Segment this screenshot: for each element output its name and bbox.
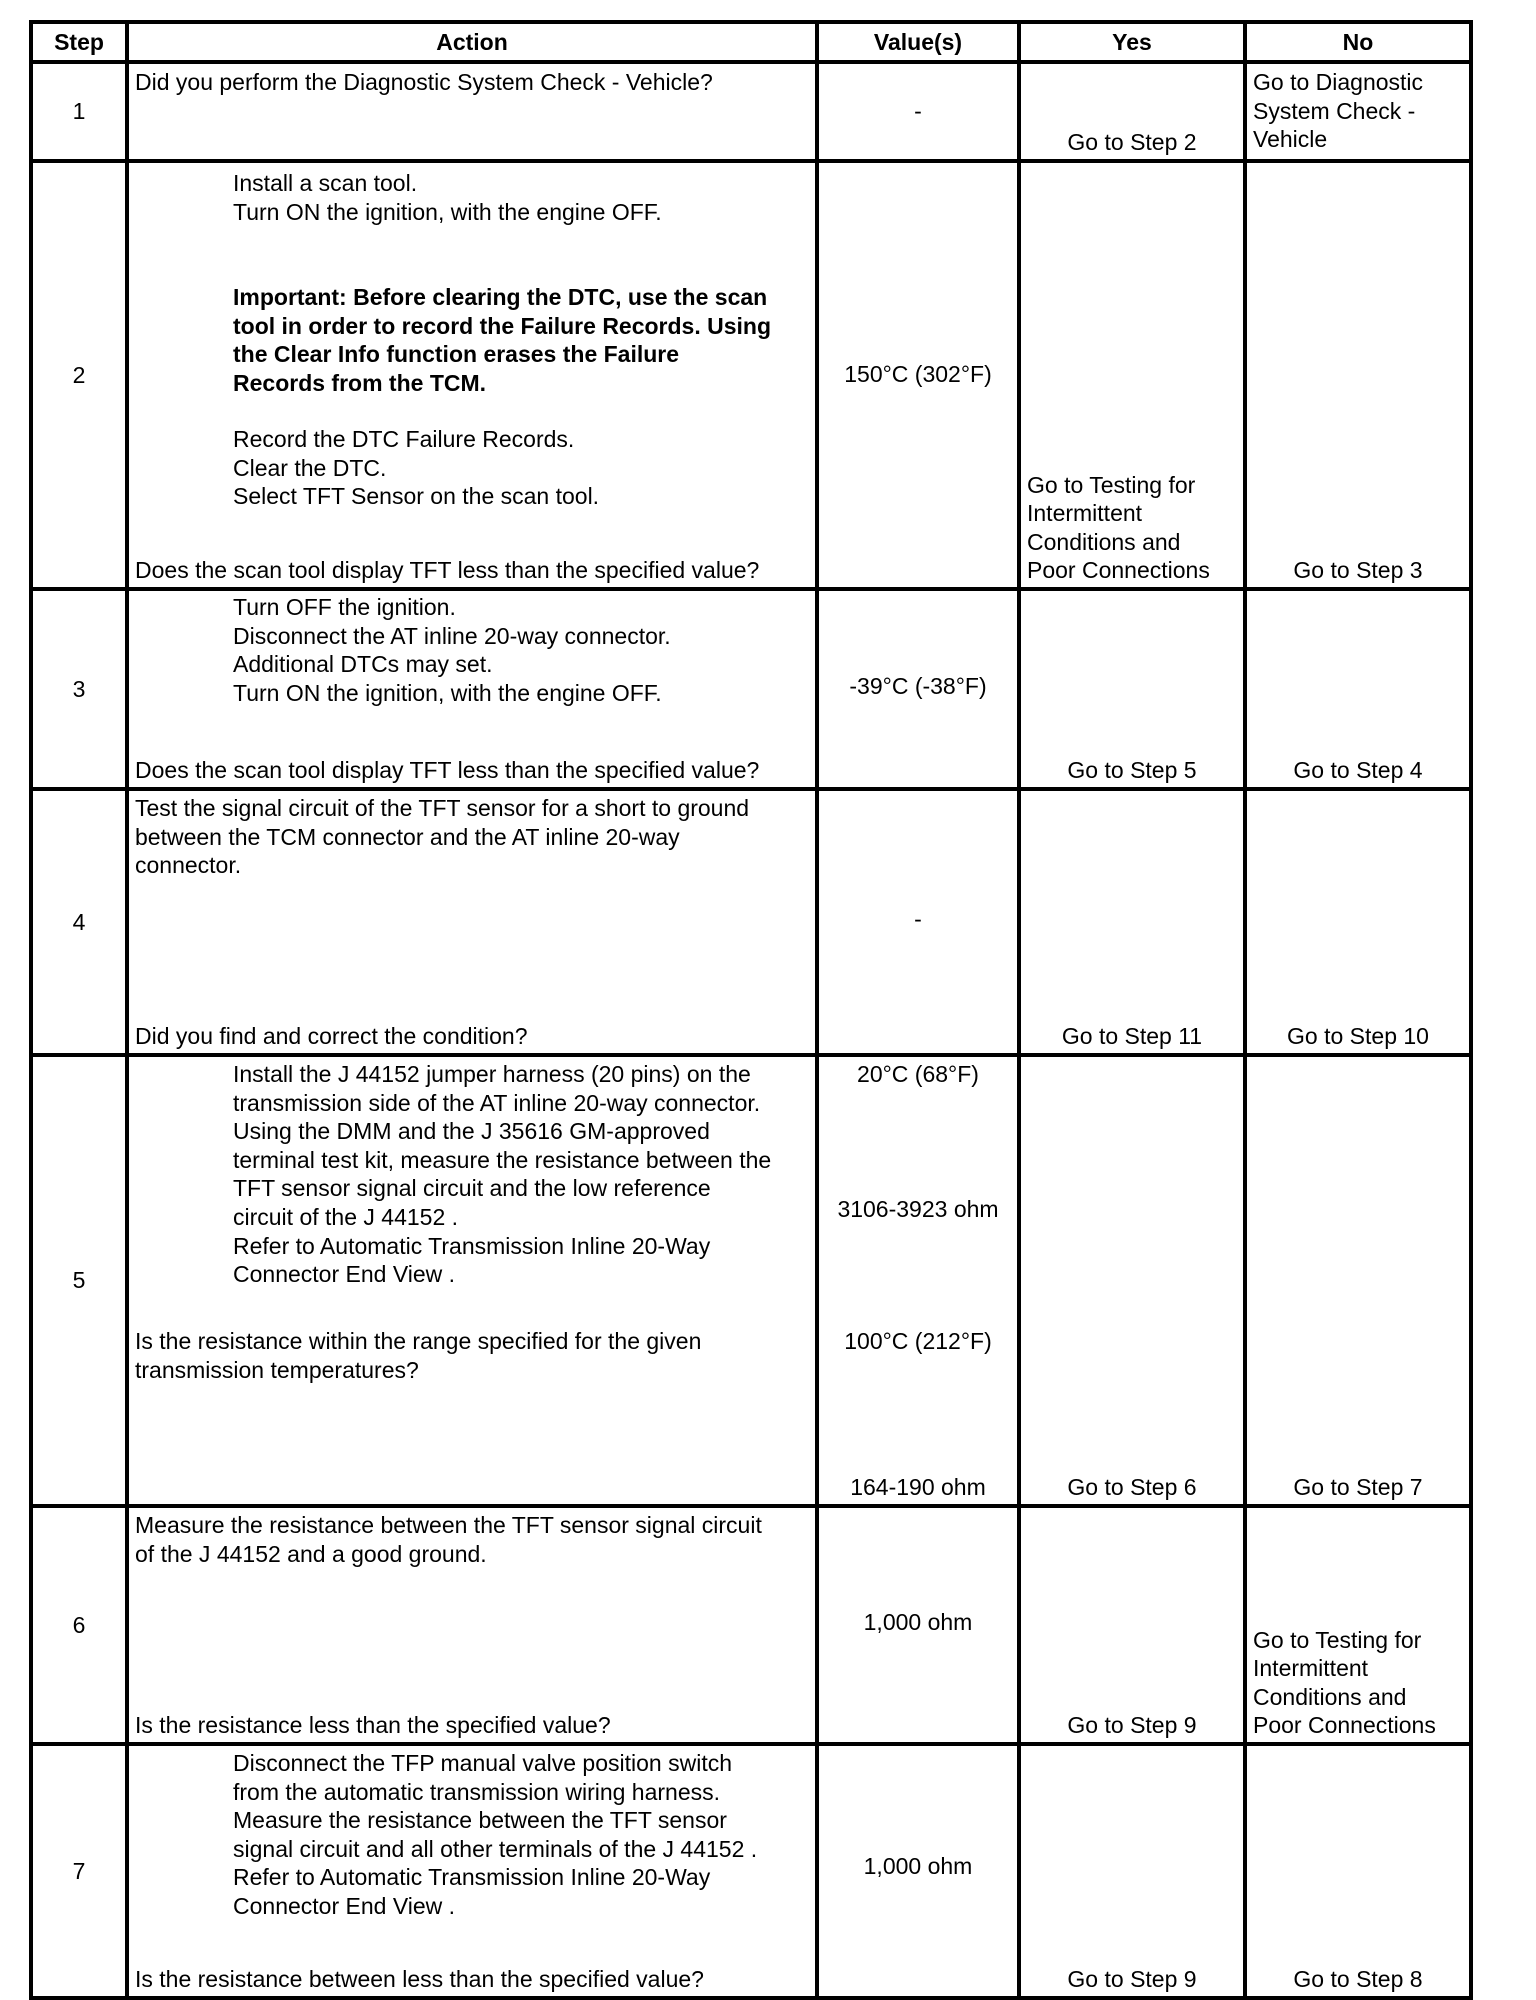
value-temp-high: 100°C (212°F) bbox=[844, 1328, 992, 1354]
no-link[interactable]: Go to Step 7 bbox=[1293, 1474, 1423, 1501]
value-text: - bbox=[914, 98, 922, 124]
action-cell bbox=[127, 1055, 817, 1506]
value-cell bbox=[817, 1744, 1019, 1998]
value-cell bbox=[817, 789, 1019, 1055]
yes-link[interactable]: Go to Step 9 bbox=[1067, 1712, 1197, 1739]
step-number: 7 bbox=[31, 1744, 127, 1998]
yes-cell bbox=[1019, 62, 1245, 161]
important-note: Important: Before clearing the DTC, use the scan tool in order to record the Failure Records. Using the Clear Info function erases the Failure Records from the TCM. bbox=[233, 284, 772, 396]
value-text: 1,000 ohm bbox=[863, 1853, 973, 1879]
step-number: 1 bbox=[31, 62, 127, 161]
action-steps: Test the signal circuit of the TFT sensor for a short to ground between the TCM connector and the AT inline 20-way connector. bbox=[135, 795, 750, 879]
diagnostic-table-page bbox=[29, 20, 1471, 2000]
value-text: 150°C (302°F) bbox=[844, 361, 992, 387]
action-question: Is the resistance between less than the specified value? bbox=[135, 1966, 704, 1993]
action-cell bbox=[127, 62, 817, 161]
value-resistance-low: 3106-3923 ohm bbox=[837, 1196, 999, 1222]
no-link[interactable]: Go to Step 3 bbox=[1293, 557, 1423, 584]
yes-cell bbox=[1019, 161, 1245, 589]
table-row bbox=[31, 1506, 1471, 1744]
action-question: Is the resistance within the range specified for the given transmission temperatures? bbox=[135, 1328, 702, 1383]
yes-link[interactable]: Go to Testing for Intermittent Conditions and Poor Connections bbox=[1027, 471, 1210, 584]
step-number: 5 bbox=[31, 1055, 127, 1506]
no-cell bbox=[1245, 1744, 1471, 1998]
table-row bbox=[31, 62, 1471, 161]
action-question: Does the scan tool display TFT less than the specified value? bbox=[135, 757, 760, 784]
step-number: 3 bbox=[31, 589, 127, 789]
table-row bbox=[31, 789, 1471, 1055]
action-cell bbox=[127, 161, 817, 589]
header-yes: Yes bbox=[1019, 22, 1245, 62]
action-question: Is the resistance less than the specified value? bbox=[135, 1712, 611, 1739]
action-cell bbox=[127, 1506, 817, 1744]
yes-link[interactable]: Go to Step 6 bbox=[1067, 1474, 1197, 1501]
header-step: Step bbox=[31, 22, 127, 62]
table-row bbox=[31, 1744, 1471, 1998]
value-text: - bbox=[914, 906, 922, 932]
header-action: Action bbox=[127, 22, 817, 62]
header-no: No bbox=[1245, 22, 1471, 62]
header-values: Value(s) bbox=[817, 22, 1019, 62]
action-question: Did you perform the Diagnostic System Check - Vehicle? bbox=[135, 69, 713, 95]
value-cell bbox=[817, 589, 1019, 789]
yes-cell bbox=[1019, 1055, 1245, 1506]
action-cell bbox=[127, 1744, 817, 1998]
no-link[interactable]: Go to Testing for Intermittent Conditions and Poor Connections bbox=[1253, 1626, 1436, 1739]
action-question: Does the scan tool display TFT less than the specified value? bbox=[135, 557, 760, 584]
action-steps: Measure the resistance between the TFT sensor signal circuit of the J 44152 and a good ground. bbox=[135, 1512, 762, 1567]
action-steps: Turn OFF the ignition. Disconnect the AT inline 20-way connector. Additional DTCs may set. Turn ON the ignition, with the engine OFF. bbox=[233, 594, 671, 706]
yes-link[interactable]: Go to Step 5 bbox=[1067, 757, 1197, 784]
value-text: -39°C (-38°F) bbox=[849, 673, 987, 699]
yes-cell bbox=[1019, 589, 1245, 789]
no-cell bbox=[1245, 62, 1471, 161]
value-cell bbox=[817, 161, 1019, 589]
value-text: 1,000 ohm bbox=[863, 1609, 973, 1635]
no-link[interactable]: Go to Step 8 bbox=[1293, 1966, 1423, 1993]
diagnostic-table bbox=[29, 20, 1473, 2000]
action-cell bbox=[127, 589, 817, 789]
no-link[interactable]: Go to Step 10 bbox=[1287, 1023, 1429, 1050]
value-cell bbox=[817, 62, 1019, 161]
value-cell bbox=[817, 1055, 1019, 1506]
action-question: Did you find and correct the condition? bbox=[135, 1023, 528, 1050]
action-cell bbox=[127, 789, 817, 1055]
table-row bbox=[31, 161, 1471, 589]
yes-link[interactable]: Go to Step 9 bbox=[1067, 1966, 1197, 1993]
action-steps: Record the DTC Failure Records. Clear the DTC. Select TFT Sensor on the scan tool. bbox=[233, 426, 600, 510]
yes-cell bbox=[1019, 1744, 1245, 1998]
value-cell bbox=[817, 1506, 1019, 1744]
no-cell bbox=[1245, 1055, 1471, 1506]
no-cell bbox=[1245, 161, 1471, 589]
no-link[interactable]: Go to Diagnostic System Check - Vehicle bbox=[1253, 69, 1424, 153]
value-temp-low: 20°C (68°F) bbox=[857, 1061, 979, 1087]
yes-cell bbox=[1019, 789, 1245, 1055]
action-steps: Install a scan tool. Turn ON the ignition, with the engine OFF. bbox=[233, 170, 662, 225]
step-number: 4 bbox=[31, 789, 127, 1055]
no-cell bbox=[1245, 789, 1471, 1055]
action-steps: Disconnect the TFP manual valve position switch from the automatic transmission wiring harness. Measure the resistance between the TFT sensor signal circuit and all other terminals of the J 44152 . Refer to Automatic Transmission Inline 20-Way Connector End View . bbox=[233, 1750, 758, 1919]
table-row bbox=[31, 589, 1471, 789]
action-steps: Install the J 44152 jumper harness (20 pins) on the transmission side of the AT inline 20-way connector. Using the DMM and the J 35616 GM-approved terminal test kit, measure the resistance between the TFT sensor signal circuit and the low reference circuit of the J 44152 . Refer to Automatic Transmission Inline 20-Way Connector End View . bbox=[233, 1061, 772, 1288]
no-cell bbox=[1245, 589, 1471, 789]
no-link[interactable]: Go to Step 4 bbox=[1293, 757, 1423, 784]
value-resistance-high: 164-190 ohm bbox=[850, 1474, 986, 1501]
header-row bbox=[31, 22, 1471, 62]
yes-link[interactable]: Go to Step 2 bbox=[1067, 129, 1197, 156]
step-number: 6 bbox=[31, 1506, 127, 1744]
yes-cell bbox=[1019, 1506, 1245, 1744]
no-cell bbox=[1245, 1506, 1471, 1744]
table-row bbox=[31, 1055, 1471, 1506]
yes-link[interactable]: Go to Step 11 bbox=[1061, 1023, 1203, 1050]
step-number: 2 bbox=[31, 161, 127, 589]
